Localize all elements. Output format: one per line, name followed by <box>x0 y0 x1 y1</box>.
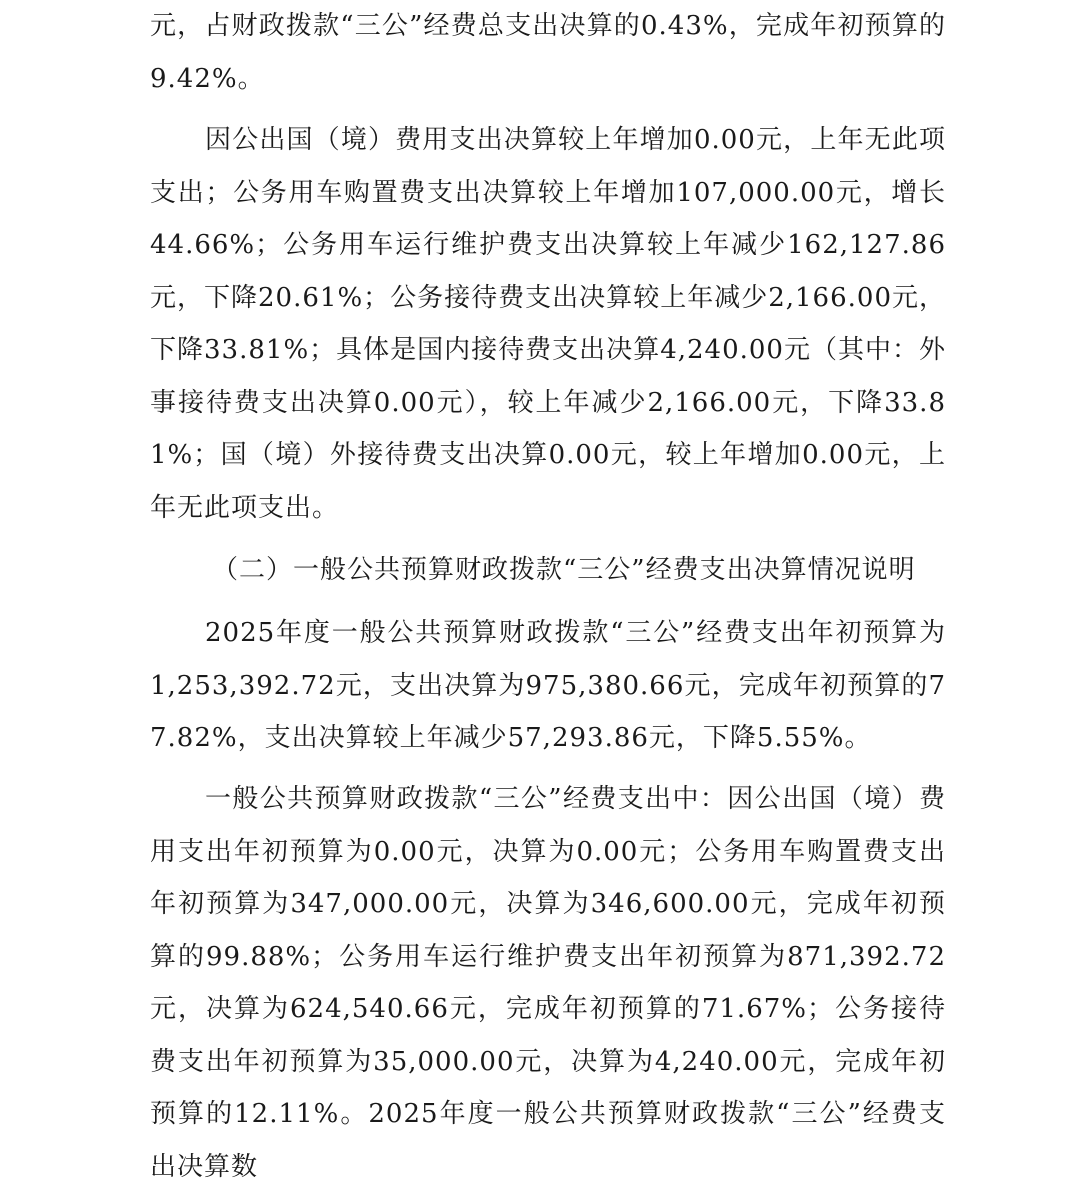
paragraph-budget-details: 一般公共预算财政拨款“三公”经费支出中：因公出国（境）费用支出年初预算为0.00元，决算为0.00元；公务用车购置费支出年初预算为347,000.00元，决算为346,600.00元，完成年初预算的99.88%；公务用车运行维护费支出年初预算为871,392.72元，决算为624,540.66元，完成年初预算的71.67%；公务接待费支出年初预算为35,000.00元，决算为4,240.00元，完成年初预算的12.11%。2025年度一般公共预算财政拨款“三公”经费支出决算数 <box>150 784 946 1182</box>
paragraph-block-4 <box>150 773 946 1193</box>
paragraph-budget-summary: 2025年度一般公共预算财政拨款“三公”经费支出年初预算为1,253,392.72元，支出决算为975,380.66元，完成年初预算的77.82%，支出决算较上年减少57,293.86元，下降5.55%。 <box>150 618 946 753</box>
paragraph-block-1 <box>150 0 946 105</box>
paragraph-continuation: 元，占财政拨款“三公”经费总支出决算的0.43%，完成年初预算的9.42%。 <box>150 11 946 94</box>
paragraph-block-3 <box>150 607 946 765</box>
paragraph-expense-changes: 因公出国（境）费用支出决算较上年增加0.00元，上年无此项支出；公务用车购置费支出决算较上年增加107,000.00元，增长44.66%；公务用车运行维护费支出决算较上年减少162,127.86元，下降20.61%；公务接待费支出决算较上年减少2,166.00元，下降33.81%；具体是国内接待费支出决算4,240.00元（其中：外事接待费支出决算0.00元），较上年减少2,166.00元，下降33.81%；国（境）外接待费支出决算0.00元，较上年增加0.00元，上年无此项支出。 <box>150 125 946 523</box>
section-heading: （二）一般公共预算财政拨款“三公”经费支出决算情况说明 <box>212 555 916 585</box>
paragraph-block-2 <box>150 114 946 534</box>
